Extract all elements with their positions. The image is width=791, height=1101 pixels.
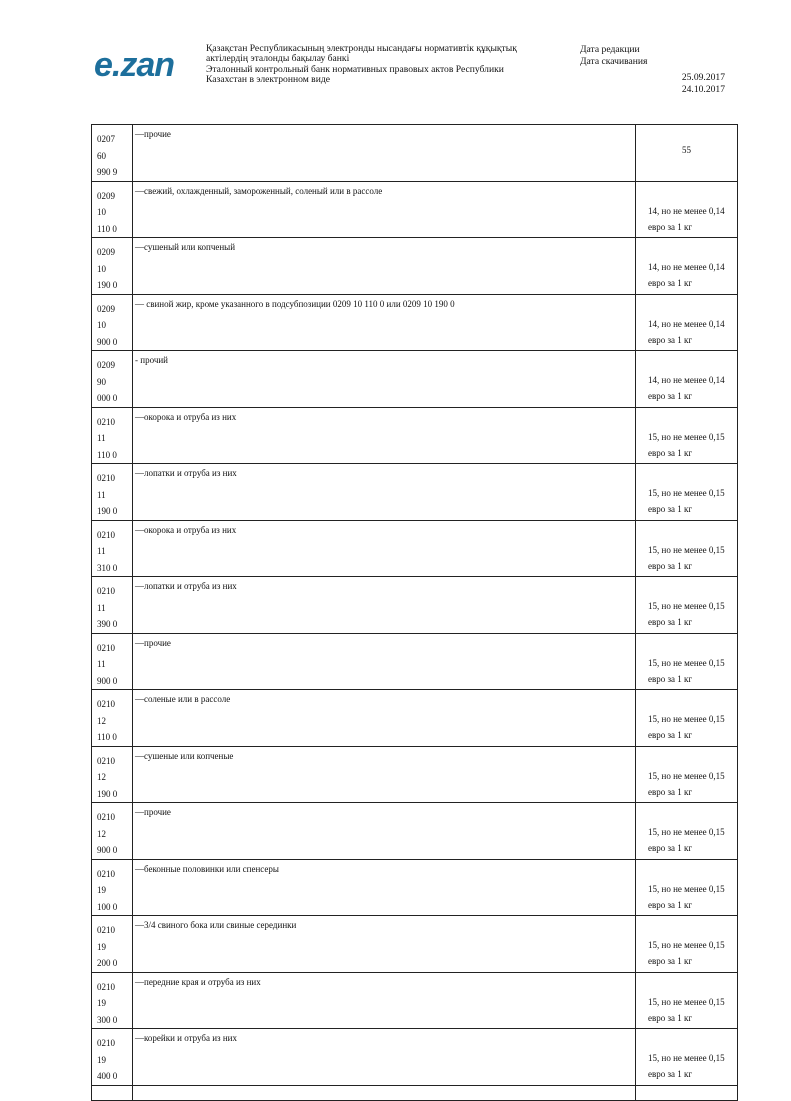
rate-cell (636, 181, 738, 238)
description-text: —свежий, охлажденный, замороженный, соленый или в рассоле (135, 185, 383, 196)
header-title-line-1: Қазақстан Республикасының электронды нысандағы нормативтік құқықтық (206, 43, 517, 54)
code-line: 19 (97, 885, 106, 895)
code-line: 10 (97, 207, 106, 217)
rate-line: евро за 1 кг (648, 730, 693, 740)
table-row-continuation (92, 1085, 738, 1100)
description-text: - прочий (135, 355, 168, 365)
code-line: 200 0 (97, 958, 118, 968)
rate-line: 15, но не менее 0,15 (648, 544, 725, 555)
rate-line: 15, но не менее 0,15 (648, 431, 725, 442)
code-line: 0210 (97, 981, 115, 992)
rate-cell (636, 803, 738, 860)
code-line: 0210 (97, 699, 115, 709)
table-row (92, 407, 738, 464)
rate-line: евро за 1 кг (648, 899, 693, 910)
code-line: 19 (97, 998, 106, 1008)
description-cell (133, 520, 636, 577)
rate-cell (636, 916, 738, 973)
rate-line: евро за 1 кг (648, 617, 693, 627)
description-cell (133, 690, 636, 747)
description-cell (133, 916, 636, 973)
rate-line: евро за 1 кг (648, 504, 693, 514)
header-title-line-3: Эталонный контрольный банк нормативных правовых актов Республики (206, 63, 504, 75)
description-text: —окорока и отруба из них (135, 524, 237, 535)
code-cell (92, 294, 133, 351)
rate-cell (636, 577, 738, 634)
download-date-label: Дата скачивания (580, 55, 648, 67)
code-line: 190 0 (97, 280, 118, 290)
edition-date-value: 25.09.2017 (681, 72, 725, 83)
rate-line: 15, но не менее 0,15 (648, 601, 725, 611)
description-text: —сушеные или копченые (135, 750, 234, 761)
rate-line: евро за 1 кг (648, 221, 693, 232)
description-cell (133, 859, 636, 916)
rate-line: евро за 1 кг (648, 673, 693, 684)
description-cell (133, 746, 636, 803)
code-line: 990 9 (97, 167, 118, 177)
code-line: 190 0 (97, 506, 118, 516)
code-line: 0209 (97, 303, 115, 314)
rate-line: евро за 1 кг (648, 278, 693, 288)
code-cell (92, 181, 133, 238)
rate-line: евро за 1 кг (648, 447, 693, 458)
header-title-line-4: Казахстан в электронном виде (206, 74, 330, 86)
code-line: 110 0 (97, 732, 117, 742)
code-cell (92, 803, 133, 860)
code-line: 0209 (97, 247, 115, 257)
code-cell (92, 407, 133, 464)
header-title-block (206, 44, 566, 86)
description-text: —прочие (135, 637, 171, 648)
table-row (92, 125, 738, 182)
table-row (92, 690, 738, 747)
tariff-table-body (92, 125, 738, 1101)
empty-cell (92, 1085, 133, 1100)
table-row (92, 520, 738, 577)
description-cell (133, 238, 636, 295)
description-cell (133, 577, 636, 634)
table-row (92, 294, 738, 351)
code-line: 19 (97, 1054, 106, 1065)
table-row (92, 633, 738, 690)
code-line: 12 (97, 772, 106, 782)
code-cell (92, 238, 133, 295)
description-text: —прочие (135, 807, 171, 817)
header-title-line-2: актілердің эталонды бақылау банкі (206, 53, 350, 65)
rate-line: евро за 1 кг (648, 786, 693, 797)
rate-line: 15, но не менее 0,15 (648, 488, 725, 498)
code-cell (92, 351, 133, 408)
code-cell (92, 464, 133, 521)
table-row (92, 1029, 738, 1086)
code-line: 12 (97, 828, 106, 839)
description-cell (133, 125, 636, 182)
rate-line: 15, но не менее 0,15 (648, 883, 725, 894)
rate-line: 15, но не менее 0,15 (648, 714, 725, 724)
code-line: 900 0 (97, 336, 118, 347)
description-text: — свиной жир, кроме указанного в подсубпозиции 0209 10 110 0 или 0209 10 190 0 (135, 298, 455, 309)
code-line: 0210 (97, 642, 115, 653)
code-line: 900 0 (97, 675, 118, 686)
code-cell (92, 125, 133, 182)
rate-line: евро за 1 кг (648, 956, 693, 966)
code-cell (92, 633, 133, 690)
rate-line: 15, но не менее 0,15 (648, 827, 725, 837)
description-cell (133, 294, 636, 351)
rate-line: евро за 1 кг (648, 843, 693, 853)
code-line: 310 0 (97, 562, 118, 573)
download-date-value: 24.10.2017 (681, 84, 725, 95)
code-line: 0209 (97, 190, 115, 201)
description-cell (133, 803, 636, 860)
table-row (92, 181, 738, 238)
description-text: —3/4 свиного бока или свиные серединки (135, 920, 297, 930)
edition-date-label: Дата редакции (580, 44, 640, 55)
code-line: 100 0 (97, 901, 118, 912)
code-line: 190 0 (97, 788, 118, 799)
code-line: 390 0 (97, 619, 118, 629)
code-line: 0210 (97, 416, 115, 427)
rate-cell (636, 520, 738, 577)
description-text: —передние края и отруба из них (135, 976, 261, 987)
code-line: 11 (97, 659, 106, 669)
table-row (92, 916, 738, 973)
code-line: 11 (97, 489, 106, 500)
code-line: 90 (97, 376, 106, 387)
code-line: 0210 (97, 473, 115, 483)
rate-cell (636, 633, 738, 690)
rate-cell (636, 294, 738, 351)
code-line: 11 (97, 602, 106, 613)
rate-cell (636, 238, 738, 295)
code-line: 0210 (97, 755, 115, 766)
code-line: 900 0 (97, 845, 118, 855)
rate-cell (636, 464, 738, 521)
rate-line: 14, но не менее 0,14 (648, 318, 725, 329)
code-line: 0210 (97, 812, 115, 822)
code-line: 19 (97, 941, 106, 952)
description-cell (133, 464, 636, 521)
rate-line: 15, но не менее 0,15 (648, 940, 725, 950)
code-line: 110 0 (97, 223, 117, 234)
table-row (92, 859, 738, 916)
code-line: 0210 (97, 586, 115, 596)
rate-line: 15, но не менее 0,15 (648, 996, 725, 1007)
rate-line: 55 (682, 145, 691, 155)
table-row (92, 238, 738, 295)
code-line: 11 (97, 546, 106, 556)
rate-line: 14, но не менее 0,14 (648, 205, 725, 216)
code-line: 12 (97, 715, 106, 726)
description-cell (133, 181, 636, 238)
code-line: 0210 (97, 529, 115, 540)
ezan-logo: e.zan (94, 46, 175, 84)
table-row (92, 746, 738, 803)
table-row (92, 351, 738, 408)
table-row (92, 803, 738, 860)
description-text: —лопатки и отруба из них (135, 581, 237, 591)
empty-cell (133, 1085, 636, 1100)
table-row (92, 972, 738, 1029)
rate-cell (636, 351, 738, 408)
code-line: 400 0 (97, 1071, 118, 1081)
code-line: 60 (97, 150, 106, 161)
code-line: 11 (97, 433, 106, 443)
rate-line: 14, но не менее 0,14 (648, 262, 725, 272)
code-line: 0210 (97, 925, 115, 935)
description-cell (133, 1029, 636, 1086)
description-cell (133, 407, 636, 464)
description-cell (133, 972, 636, 1029)
rate-line: 15, но не менее 0,15 (648, 770, 725, 781)
code-cell (92, 577, 133, 634)
code-cell (92, 690, 133, 747)
code-cell (92, 1029, 133, 1086)
rate-line: евро за 1 кг (648, 391, 693, 401)
code-line: 10 (97, 263, 106, 274)
rate-line: евро за 1 кг (648, 1012, 693, 1023)
code-line: 0210 (97, 868, 115, 879)
code-line: 110 0 (97, 449, 117, 460)
description-text: —лопатки и отруба из них (135, 468, 237, 478)
rate-cell (636, 972, 738, 1029)
table-row (92, 577, 738, 634)
code-line: 10 (97, 320, 106, 330)
rate-line: 14, но не менее 0,14 (648, 375, 725, 385)
code-cell (92, 916, 133, 973)
rate-cell (636, 407, 738, 464)
header-date-labels (580, 44, 647, 67)
description-cell (133, 351, 636, 408)
header-date-values (682, 72, 725, 96)
table-row (92, 464, 738, 521)
rate-cell (636, 690, 738, 747)
description-cell (133, 633, 636, 690)
description-text: —корейки и отруба из них (135, 1033, 237, 1043)
description-text: —окорока и отруба из них (135, 411, 237, 422)
rate-cell (636, 1029, 738, 1086)
code-cell (92, 972, 133, 1029)
code-line: 000 0 (97, 393, 118, 403)
rate-cell (636, 859, 738, 916)
code-cell (92, 746, 133, 803)
rate-cell (636, 125, 738, 182)
code-cell (92, 520, 133, 577)
rate-line: 15, но не менее 0,15 (648, 1053, 725, 1063)
code-line: 0210 (97, 1038, 115, 1048)
code-line: 300 0 (97, 1014, 118, 1025)
description-text: —прочие (135, 129, 171, 139)
code-cell (92, 859, 133, 916)
description-text: —беконные половинки или спенсеры (135, 863, 279, 874)
tariff-table (91, 124, 738, 1101)
rate-line: евро за 1 кг (648, 1069, 693, 1079)
rate-cell (636, 746, 738, 803)
code-line: 0209 (97, 360, 115, 370)
rate-line: евро за 1 кг (648, 560, 693, 571)
rate-line: 15, но не менее 0,15 (648, 657, 725, 668)
rate-line: евро за 1 кг (648, 334, 693, 345)
empty-cell (636, 1085, 738, 1100)
code-line: 0207 (97, 134, 115, 144)
description-text: —сушеный или копченый (135, 242, 236, 252)
page-header (0, 0, 791, 110)
description-text: —соленые или в рассоле (135, 694, 231, 704)
